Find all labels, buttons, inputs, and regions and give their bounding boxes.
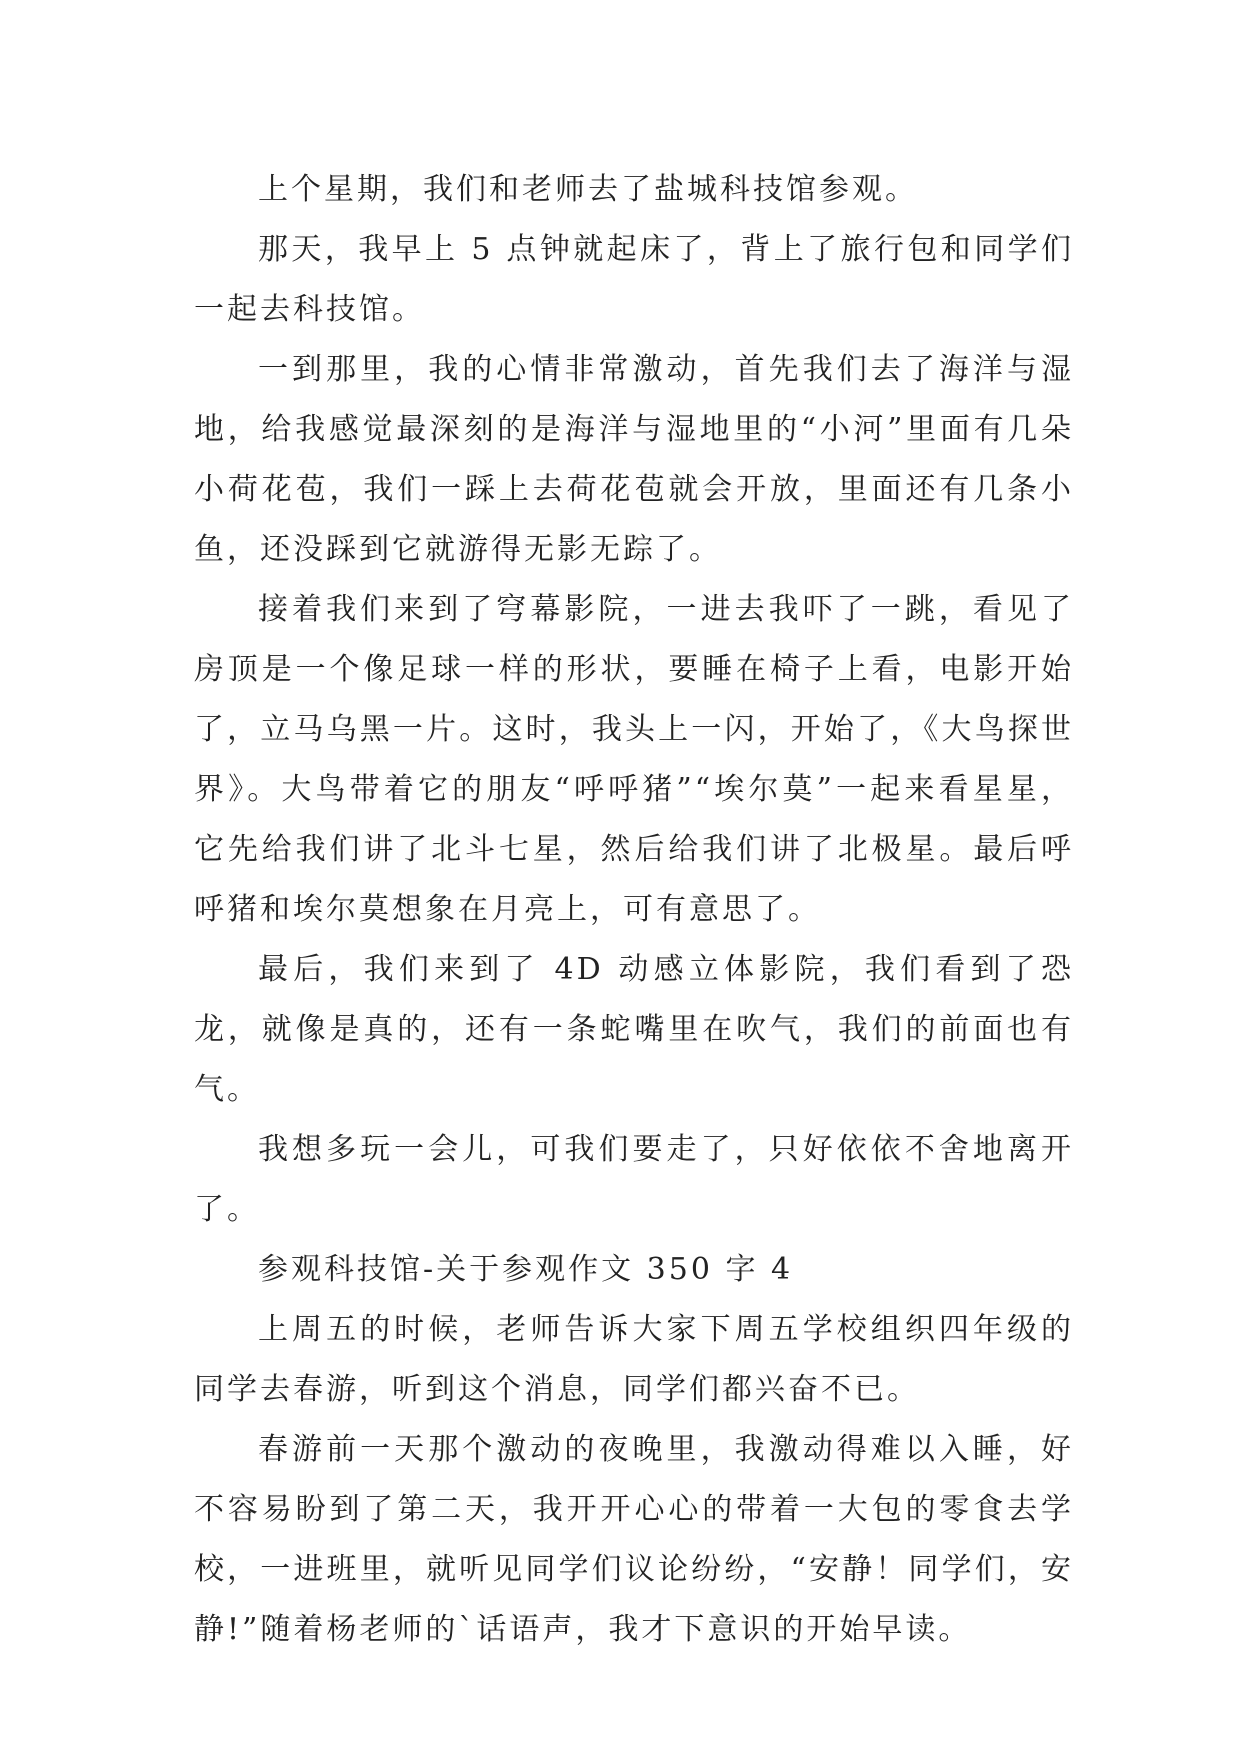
- paragraph: 上个星期，我们和老师去了盐城科技馆参观。: [258, 172, 918, 207]
- paragraph: 一到那里，我的心情非常激动，首先我们去了海洋与湿地，给我感觉最深刻的是海洋与湿地里的“小河”里面有几朵小荷花苞，我们一踩上去荷花苞就会开放，里面还有几条小鱼，还没踩到它就游得无影无踪了。: [194, 352, 1074, 567]
- paragraph: 那天，我早上 5 点钟就起床了，背上了旅行包和同学们一起去科技馆。: [194, 232, 1074, 327]
- paragraph: 最后，我们来到了 4D 动感立体影院，我们看到了恐龙，就像是真的，还有一条蛇嘴里在吹气，我们的前面也有气。: [194, 952, 1074, 1107]
- paragraph: 春游前一天那个激动的夜晚里，我激动得难以入睡，好不容易盼到了第二天，我开开心心的带着一大包的零食去学校，一进班里，就听见同学们议论纷纷，“安静！同学们，安静!”随着杨老师的`话语声，我才下意识的开始早读。: [194, 1432, 1074, 1647]
- article-body: [194, 160, 1074, 1660]
- paragraph: 上周五的时候，老师告诉大家下周五学校组织四年级的同学去春游，听到这个消息，同学们都兴奋不已。: [194, 1312, 1074, 1407]
- paragraph: 我想多玩一会儿，可我们要走了，只好依依不舍地离开了。: [194, 1132, 1074, 1227]
- section-heading: 参观科技馆-关于参观作文 350 字 4: [258, 1252, 794, 1287]
- paragraph: 接着我们来到了穹幕影院，一进去我吓了一跳，看见了房顶是一个像足球一样的形状，要睡在椅子上看，电影开始了，立马乌黑一片。这时，我头上一闪，开始了，《大鸟探世界》。大鸟带着它的朋友“呼呼猪”“埃尔莫”一起来看星星，它先给我们讲了北斗七星，然后给我们讲了北极星。最后呼呼猪和埃尔莫想象在月亮上，可有意思了。: [194, 592, 1074, 927]
